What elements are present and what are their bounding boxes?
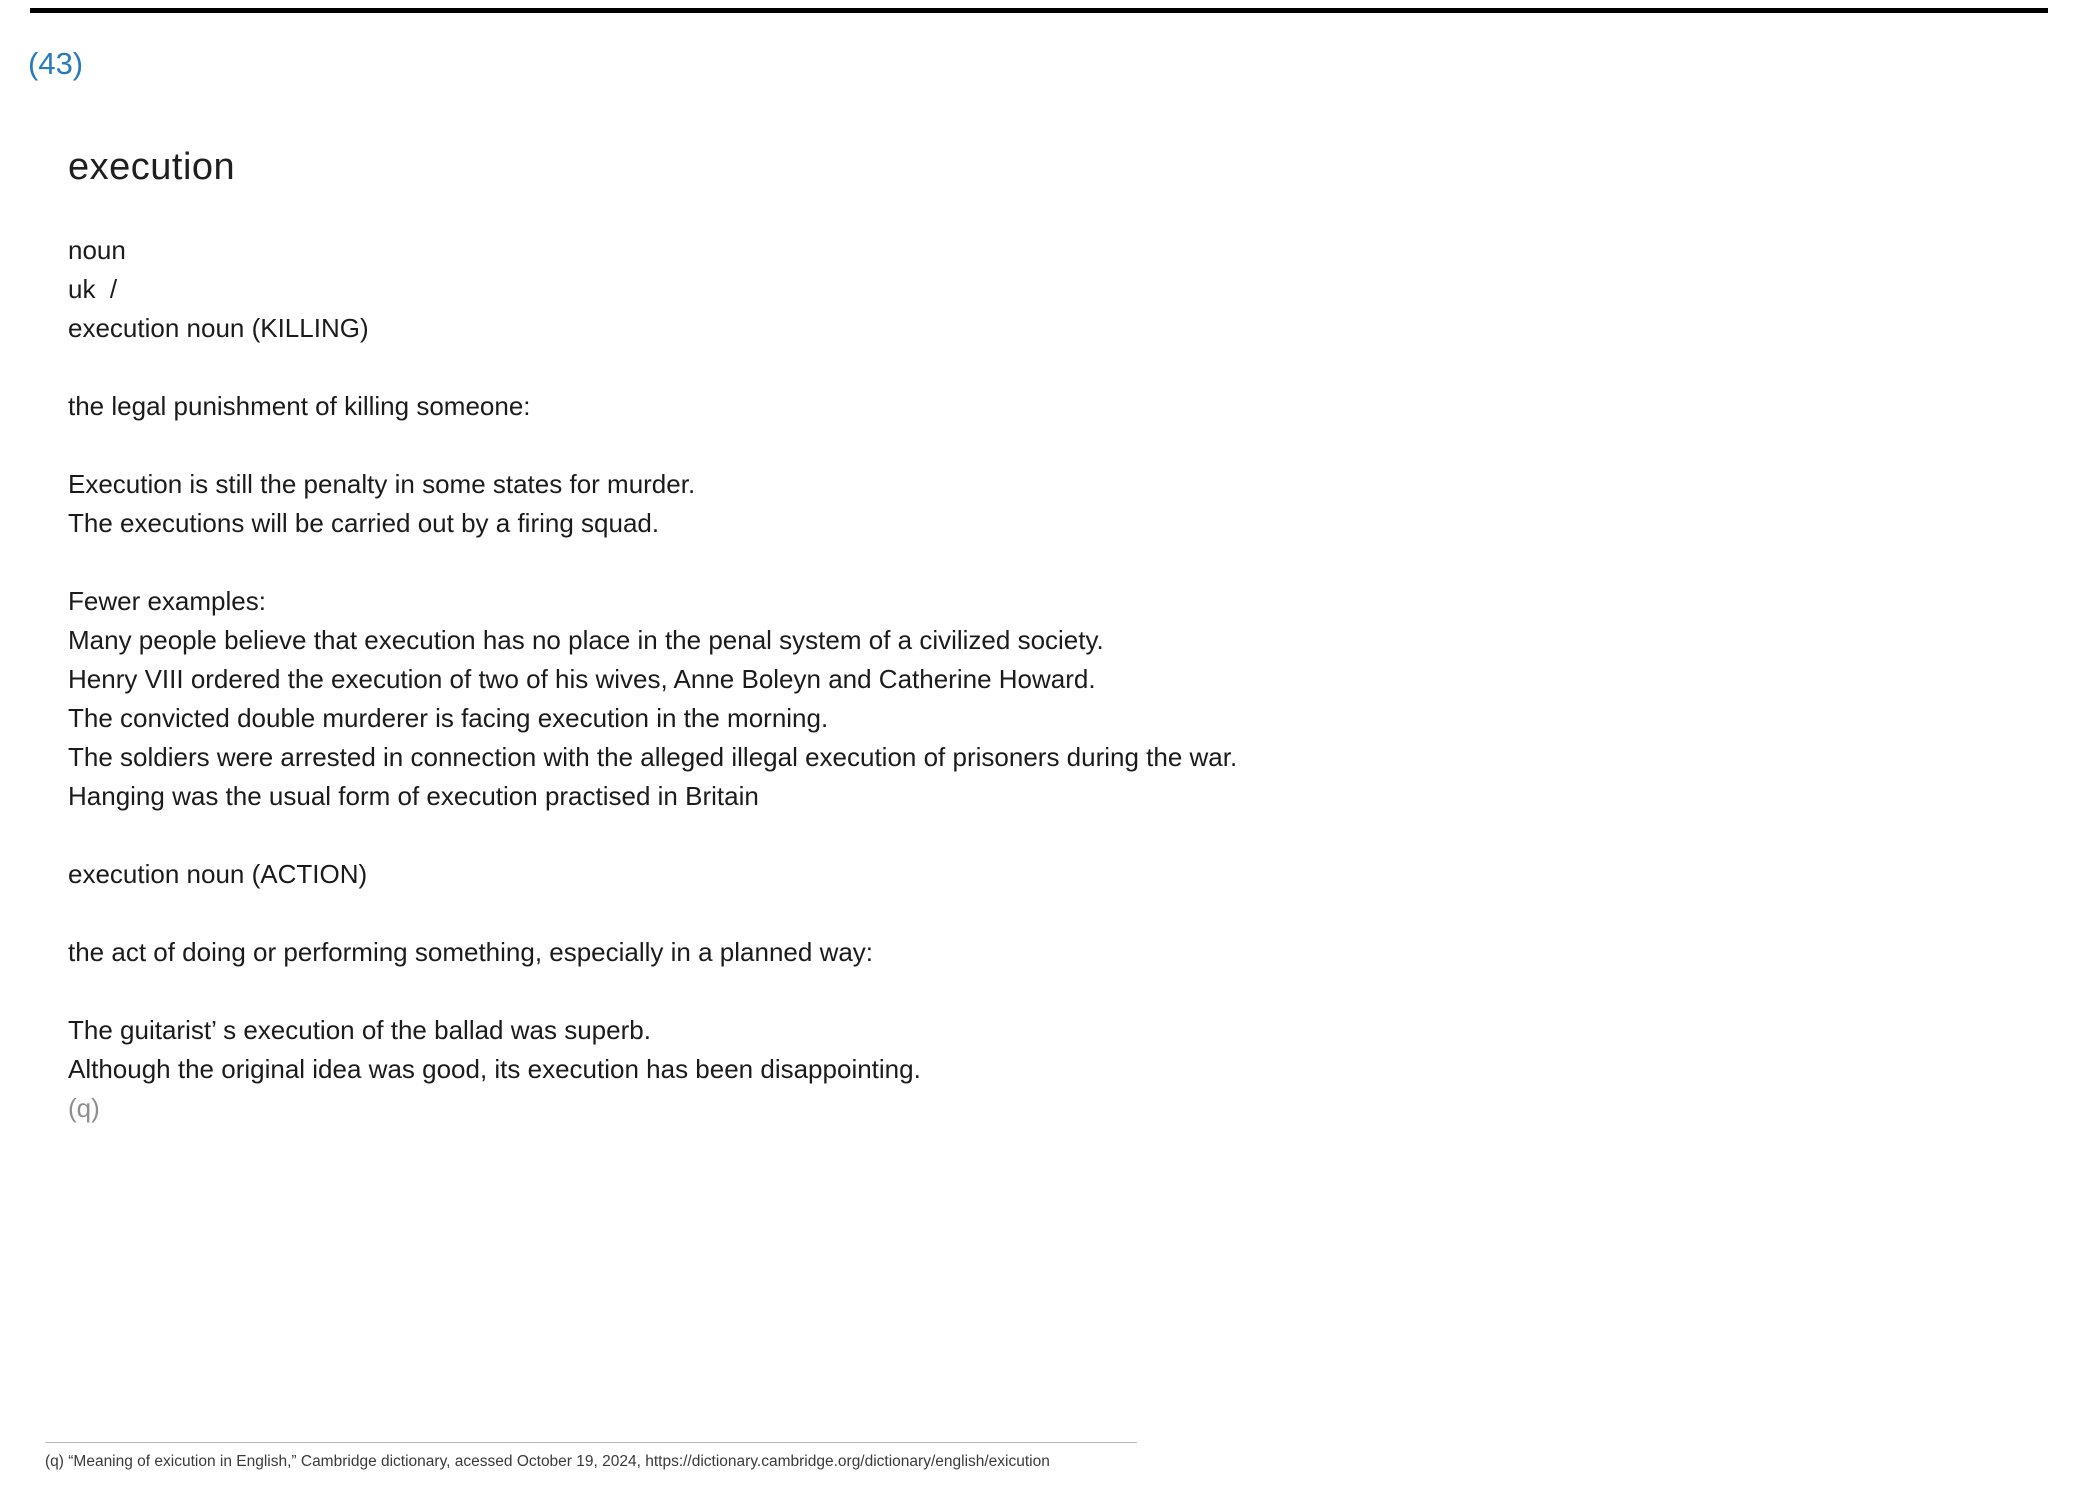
citation-marker: (q) xyxy=(68,1093,100,1123)
sense1-fewer-examples-block xyxy=(68,582,1648,816)
example-sentence: The soldiers were arrested in connection with the alleged illegal execution of prisoners during the war. xyxy=(68,742,1238,772)
dictionary-entry xyxy=(68,148,1648,1128)
entry-header-block xyxy=(68,231,1648,348)
example-sentence: The executions will be carried out by a firing squad. xyxy=(68,508,660,538)
example-sentence: Hanging was the usual form of execution practised in Britain xyxy=(68,781,759,811)
page-number: (43) xyxy=(28,46,84,81)
sense1-definition: the legal punishment of killing someone: xyxy=(68,391,531,421)
entry-headword: execution xyxy=(68,146,236,188)
top-border-bar xyxy=(30,8,2048,13)
example-sentence: Many people believe that execution has no place in the penal system of a civilized society. xyxy=(68,625,1104,655)
example-sentence: Henry VIII ordered the execution of two of his wives, Anne Boleyn and Catherine Howard. xyxy=(68,664,1096,694)
pronunciation: uk / xyxy=(68,274,118,304)
sense1-label: execution noun (KILLING) xyxy=(68,313,369,343)
footnote-section xyxy=(45,1442,1137,1471)
sense2-examples-block xyxy=(68,1011,1648,1128)
example-sentence: The guitarist’ s execution of the ballad was superb. xyxy=(68,1015,651,1045)
sense2-definition: the act of doing or performing something, especially in a planned way: xyxy=(68,937,874,967)
sense2-label-block xyxy=(68,855,1648,894)
example-sentence: Execution is still the penalty in some states for murder. xyxy=(68,469,696,499)
sense2-definition-block xyxy=(68,933,1648,972)
example-sentence: Although the original idea was good, its execution has been disappointing. xyxy=(68,1054,921,1084)
part-of-speech: noun xyxy=(68,235,126,265)
fewer-examples-label: Fewer examples: xyxy=(68,586,266,616)
sense2-label: execution noun (ACTION) xyxy=(68,859,368,889)
sense1-examples-block xyxy=(68,465,1648,543)
footnote-citation: (q) “Meaning of exicution in English,” Cambridge dictionary, acessed October 19, 2024, https://dictionary.cambridge.org/dictionary/english/exicution xyxy=(45,1453,1050,1470)
footnote-divider xyxy=(45,1442,1137,1443)
sense1-definition-block xyxy=(68,387,1648,426)
example-sentence: The convicted double murderer is facing execution in the morning. xyxy=(68,703,829,733)
